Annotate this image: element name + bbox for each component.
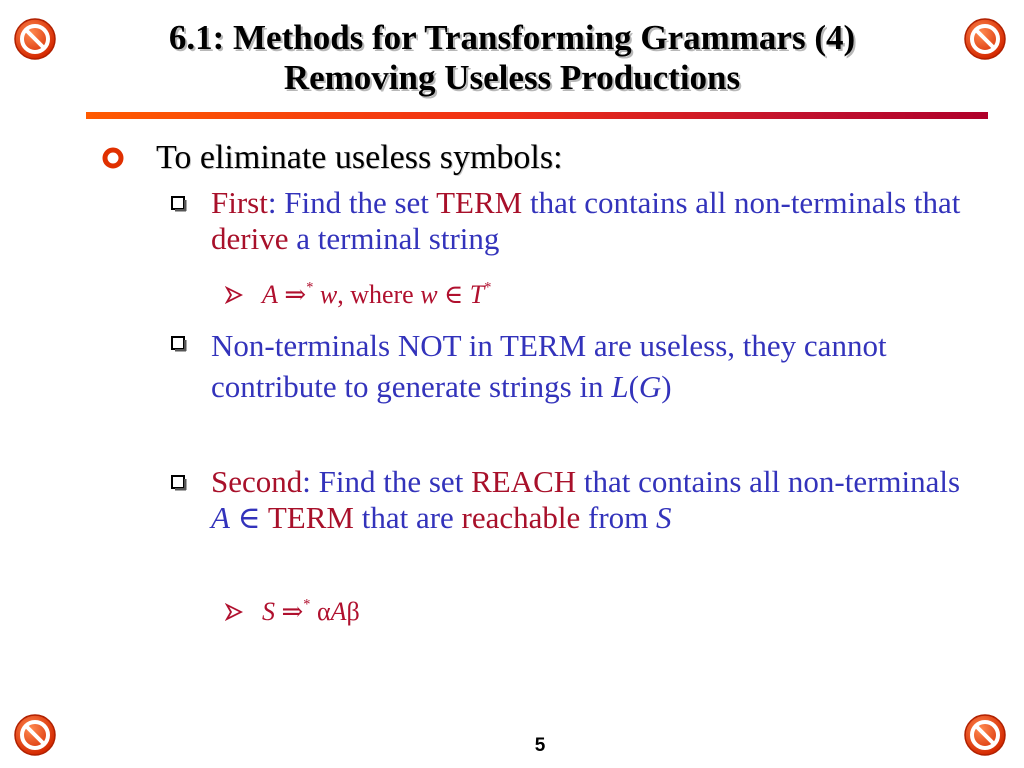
hollow-circle-bullet-icon xyxy=(100,138,130,178)
not-term-bullet-text: Non-terminals NOT in TERM are useless, they cannot contribute to generate strings in L(G) xyxy=(211,328,887,404)
title-line-2: Removing Useless Productions xyxy=(283,58,741,97)
corner-no-entry-icon xyxy=(962,16,1008,62)
slide-title xyxy=(70,18,954,98)
hollow-square-bullet-icon xyxy=(170,195,187,212)
first-bullet-text: First: Find the set TERM that contains all non-terminals that derive a terminal string xyxy=(211,185,961,256)
arrowhead-bullet-icon xyxy=(225,603,243,621)
first-derivation-text: A ⇒* w, where w ∈ T* xyxy=(262,279,492,309)
hollow-square-bullet-icon xyxy=(170,474,187,491)
arrowhead-bullet-icon xyxy=(225,286,243,304)
title-line-1: 6.1: Methods for Transforming Grammars (4) xyxy=(168,18,856,57)
second-bullet-text: Second: Find the set REACH that contains all non-terminals A ∈ TERM that are reachable from S xyxy=(211,464,961,535)
hollow-square-bullet-icon xyxy=(170,335,187,352)
second-derivation-text: S ⇒* αAβ xyxy=(262,596,360,626)
corner-no-entry-icon xyxy=(12,16,58,62)
corner-no-entry-icon xyxy=(12,712,58,758)
corner-no-entry-icon xyxy=(962,712,1008,758)
page-number: 5 xyxy=(534,735,546,756)
main-bullet-text: To eliminate useless symbols: xyxy=(156,139,563,176)
title-divider xyxy=(86,112,988,119)
